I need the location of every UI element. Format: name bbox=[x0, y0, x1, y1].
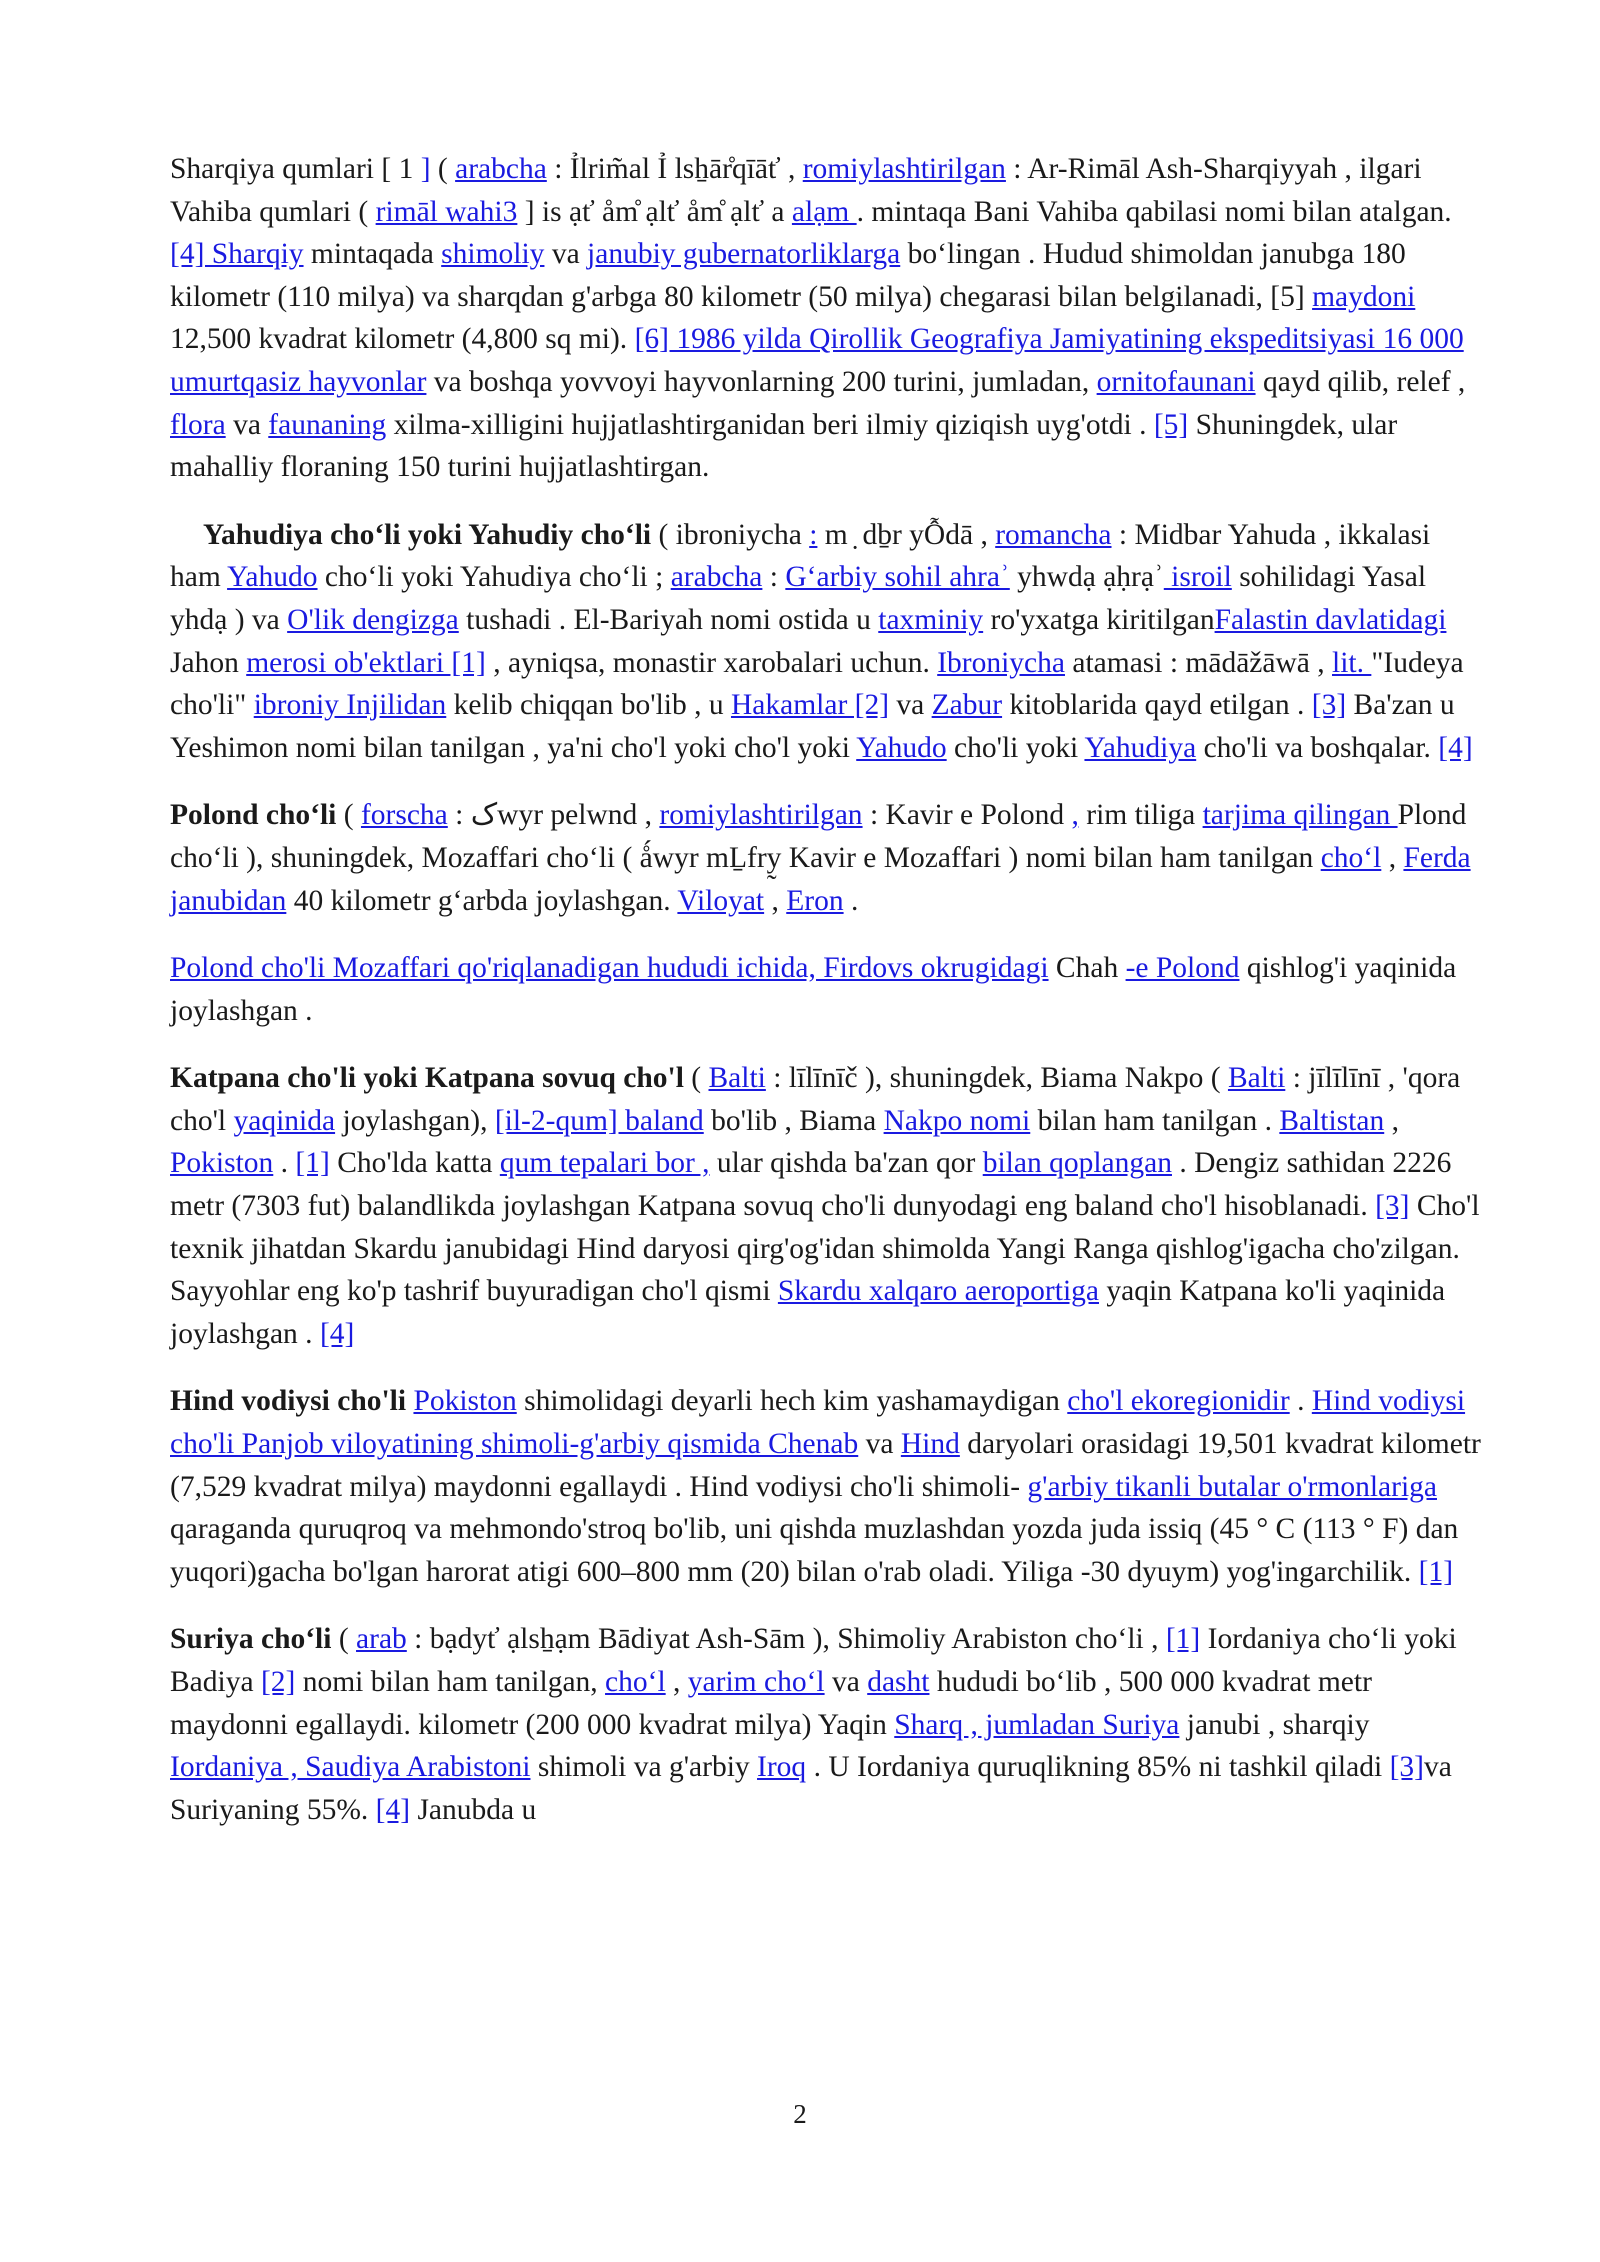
inline-link[interactable]: arabcha bbox=[455, 153, 547, 185]
inline-link[interactable]: g'arbiy tikanli butalar o'rmonlariga bbox=[1027, 1470, 1437, 1503]
body-text: hududi bo‘lib , 500 000 kvadrat metr maydonni egallaydi. kilometr (200 000 kvadrat milya) Yaqin bbox=[170, 1666, 1372, 1741]
paragraph-heading: Hind vodiysi cho'li bbox=[170, 1385, 407, 1418]
body-text: Plond cho‘li ), shuningdek, Mozaffari cho‘li ( ǻwyr mḺfry̰ Kavir e Mozaffari ) nomi bilan ham tanilgan bbox=[170, 799, 1467, 874]
inline-link[interactable]: taxminiy bbox=[878, 603, 984, 636]
inline-link[interactable]: lit. bbox=[1332, 646, 1372, 679]
inline-link[interactable]: Yahudo bbox=[856, 731, 947, 764]
paragraph-heading: Katpana cho'li yoki Katpana sovuq cho'l bbox=[170, 1062, 684, 1095]
inline-link[interactable]: ornitofaunani bbox=[1096, 365, 1256, 398]
inline-link[interactable]: Hakamlar [2] bbox=[730, 689, 890, 722]
body-text: va boshqa yovvoyi hayvonlarning 200 turini, jumladan, bbox=[426, 365, 1097, 398]
paragraph-suriya bbox=[170, 1618, 1488, 1831]
body-text: va bbox=[544, 238, 588, 271]
body-text: : bạdyť ạlsẖạm Bādiyat Ash-Sām ), Shimoliy Arabiston cho‘li , bbox=[406, 1623, 1166, 1656]
inline-link[interactable]: G‘arbiy sohil ahraʾ bbox=[785, 561, 1010, 594]
inline-link[interactable]: yaqinida bbox=[233, 1104, 336, 1137]
body-text: shimoli va g'arbiy bbox=[530, 1751, 758, 1784]
inline-link[interactable]: romiylashtirilgan bbox=[802, 153, 1006, 185]
inline-link[interactable]: ibroniy Injilidan bbox=[253, 689, 447, 722]
inline-link[interactable]: , bbox=[1071, 799, 1079, 832]
body-text: va bbox=[889, 689, 932, 722]
inline-link[interactable]: bilan qoplangan bbox=[982, 1147, 1172, 1180]
paragraph-heading: Yahudiya cho‘li yoki Yahudiy cho‘li bbox=[203, 518, 652, 551]
inline-link[interactable]: Pokiston bbox=[413, 1385, 517, 1418]
inline-link[interactable]: [2] bbox=[260, 1666, 296, 1698]
inline-link[interactable]: Balti bbox=[1227, 1062, 1286, 1095]
body-text: xilma-xilligini hujjatlashtirganidan beri ilmiy qiziqish uyg'otdi . bbox=[386, 408, 1154, 441]
inline-link[interactable]: Skardu xalqaro aeroportiga bbox=[777, 1275, 1099, 1308]
inline-link[interactable]: O'lik dengizga bbox=[287, 603, 459, 636]
inline-link[interactable]: maydoni bbox=[1312, 280, 1416, 313]
inline-link[interactable]: [1] bbox=[1418, 1555, 1454, 1588]
inline-link[interactable]: Ferda janubidan bbox=[170, 841, 1471, 917]
body-text: : Ar-Rimāl Ash-Sharqiyyah , ilgari Vahiba qumlari ( bbox=[170, 153, 1422, 228]
body-text: tushadi . El-Bariyah nomi ostida u bbox=[458, 603, 879, 636]
body-text: ro'yxatga kiritilgan bbox=[983, 603, 1215, 636]
inline-link[interactable]: dasht bbox=[867, 1666, 930, 1698]
inline-link[interactable]: Zabur bbox=[931, 689, 1003, 722]
paragraph-heading: Suriya cho‘li bbox=[170, 1623, 332, 1656]
inline-link[interactable]: Iroq bbox=[757, 1751, 807, 1784]
body-text: , bbox=[665, 1666, 688, 1698]
body-text: , bbox=[1381, 841, 1404, 874]
inline-link[interactable]: [3] bbox=[1375, 1190, 1410, 1223]
body-text: va Suriyaning 55%. bbox=[170, 1751, 1452, 1826]
body-text: : Ỉlrim̃al Ỉ lsẖār̊qīāť , bbox=[546, 153, 803, 185]
inline-link[interactable]: janubiy gubernatorliklarga bbox=[587, 238, 901, 271]
page-number: 2 bbox=[793, 2099, 807, 2129]
body-text: , bbox=[764, 884, 787, 917]
body-text: . mintaqa Bani Vahiba qabilasi nomi bilan atalgan. bbox=[856, 195, 1452, 228]
body-text: : bbox=[762, 561, 786, 594]
body-text: Ba'zan u Yeshimon nomi bilan tanilgan , ya'ni cho'l yoki cho'l yoki bbox=[170, 689, 1455, 764]
inline-link[interactable]: [4] bbox=[319, 1317, 355, 1350]
paragraph-sharqiya bbox=[170, 148, 1488, 489]
body-text: rim tiliga bbox=[1078, 799, 1203, 832]
document-body bbox=[170, 148, 1488, 1831]
body-text: . bbox=[273, 1147, 296, 1180]
inline-link[interactable]: Polond cho'li Mozaffari qo'riqlanadigan hududi ichida, Firdovs okrugidagi bbox=[170, 952, 1049, 985]
inline-link[interactable]: Eron bbox=[786, 884, 844, 917]
inline-link[interactable]: [4] bbox=[375, 1793, 411, 1826]
body-text: . Dengiz sathidan 2226 metr (7303 fut) balandlikda joylashgan Katpana sovuq cho'li dunyodagi eng baland cho'l hisoblanadi. bbox=[170, 1147, 1452, 1223]
body-text: ( bbox=[430, 153, 456, 185]
body-text: ( bbox=[683, 1062, 709, 1095]
inline-link[interactable]: arab bbox=[356, 1623, 407, 1656]
body-text: ( ibroniycha bbox=[651, 518, 810, 551]
inline-link[interactable]: tarjima qilingan bbox=[1202, 799, 1398, 832]
body-text: Chah bbox=[1048, 952, 1126, 985]
inline-link[interactable]: cho‘l bbox=[605, 1666, 666, 1698]
body-text: : Midbar Yahuda , ikkalasi ham bbox=[170, 518, 1431, 594]
body-text: cho'li yoki bbox=[946, 731, 1085, 764]
inline-link[interactable]: [1] bbox=[295, 1147, 330, 1180]
inline-link[interactable]: ] bbox=[420, 153, 431, 185]
body-text: : Kavir e Polond bbox=[862, 799, 1072, 832]
inline-link[interactable]: Yahudo bbox=[227, 561, 318, 594]
inline-link[interactable]: [il-2-qum] baland bbox=[494, 1104, 704, 1137]
inline-link[interactable]: Viloyat bbox=[677, 884, 765, 917]
body-text: nomi bilan ham tanilgan, bbox=[295, 1666, 606, 1698]
inline-link[interactable]: qum tepalari bor , bbox=[499, 1147, 710, 1180]
inline-link[interactable]: flora bbox=[170, 408, 226, 441]
body-text: janubi , sharqiy bbox=[1179, 1708, 1370, 1741]
inline-link[interactable]: rimāl wahi3 bbox=[375, 195, 518, 228]
inline-link[interactable]: Yahudiya bbox=[1084, 731, 1197, 764]
inline-link[interactable]: forscha bbox=[360, 799, 448, 832]
inline-link[interactable]: Hind vodiysi cho'li Panjob viloyatining shimoli-g'arbiy qismida Chenab bbox=[170, 1385, 1466, 1461]
body-text: : jīlīlīnī , 'qora cho'l bbox=[170, 1062, 1461, 1137]
paragraph-yahudiya bbox=[170, 514, 1488, 770]
paragraph-polond bbox=[170, 794, 1488, 922]
inline-link[interactable]: merosi ob'ektlari [1] bbox=[246, 646, 486, 679]
body-text: , ayniqsa, monastir xarobalari uchun. bbox=[485, 646, 938, 679]
body-text: : līlīnīč ), shuningdek, Biama Nakpo ( bbox=[765, 1062, 1228, 1095]
body-text: va bbox=[858, 1428, 901, 1461]
body-text: sohilidagi Yasal yhdạ ) va bbox=[170, 561, 1427, 636]
inline-link[interactable]: Ibroniycha bbox=[937, 646, 1065, 679]
body-text: bo‘lingan . Hudud shimoldan janubga 180 kilometr (110 milya) va sharqdan g'arbga 80 kilometr (50 milya) chegarasi bilan belgilanadi, [5] bbox=[170, 238, 1406, 313]
inline-link[interactable]: Sharq , jumladan Suriya bbox=[894, 1708, 1180, 1741]
inline-link[interactable]: [5] bbox=[1153, 408, 1189, 441]
body-text: va bbox=[824, 1666, 868, 1698]
body-text: Cho'l texnik jihatdan Skardu janubidagi Hind daryosi qirg'og'idan shimolda Yangi Ranga qishlog'igacha cho'zilgan. Sayyohlar eng ko'p tashrif buyuradigan cho'l qismi bbox=[170, 1190, 1480, 1308]
body-text: m ̣ dḇr yỖdā , bbox=[817, 518, 996, 551]
body-text: kelib chiqqan bo'lib , u bbox=[446, 689, 731, 722]
body-text: cho'li va boshqalar. bbox=[1196, 731, 1439, 764]
inline-link[interactable]: romancha bbox=[995, 518, 1112, 551]
inline-link[interactable]: faunaning bbox=[268, 408, 387, 441]
body-text: 40 kilometr g‘arbda joylashgan. bbox=[286, 884, 678, 917]
body-text: bo'lib , Biama bbox=[703, 1104, 884, 1137]
body-text: ( bbox=[336, 799, 361, 832]
body-text: : کwyr pelwnd , bbox=[447, 799, 660, 832]
inline-link[interactable]: shimoliy bbox=[441, 238, 545, 271]
inline-link[interactable]: Nakpo nomi bbox=[883, 1104, 1031, 1137]
body-text: shimolidagi deyarli hech kim yashamaydigan bbox=[516, 1385, 1068, 1418]
body-text: 12,500 kvadrat kilometr (4,800 sq mi). bbox=[170, 323, 635, 356]
paragraph-polond-2 bbox=[170, 947, 1488, 1032]
body-text: . U Iordaniya quruqlikning 85% ni tashkil qiladi bbox=[806, 1751, 1390, 1784]
inline-link[interactable]: [4] bbox=[1438, 731, 1473, 764]
inline-link[interactable]: Hind bbox=[900, 1428, 960, 1461]
body-text: qaraganda quruqroq va mehmondo'stroq bo'lib, uni qishda muzlashdan yozda juda issiq (45 ° C (113 ° F) dan yuqori)gacha bo'lgan harorat atigi 600–800 mm (20) bilan o'rab oladi. Yiliga -30 dyuym) yog'ingarchilik. bbox=[170, 1513, 1459, 1588]
body-text: daryolari orasidagi 19,501 kvadrat kilometr (7,529 kvadrat milya) maydonni egallaydi . Hind vodiysi cho'li shimoli- bbox=[170, 1428, 1481, 1503]
inline-link[interactable]: [6] 1986 yilda Qirollik Geografiya Jamiyatining ekspeditsiyasi 16 000 umurtqasiz hayvonlar bbox=[170, 323, 1464, 398]
inline-link[interactable]: Balti bbox=[708, 1062, 766, 1095]
inline-link[interactable]: [1] bbox=[1165, 1623, 1201, 1656]
body-text: , bbox=[1384, 1104, 1399, 1137]
inline-link[interactable]: cho‘l bbox=[1320, 841, 1382, 874]
paragraph-hind bbox=[170, 1380, 1488, 1593]
body-text: Iordaniya cho‘li yoki Badiya bbox=[170, 1623, 1457, 1698]
body-text: Janubda u bbox=[410, 1793, 537, 1826]
body-text: . bbox=[843, 884, 859, 917]
body-text: ular qishda ba'zan qor bbox=[709, 1147, 983, 1180]
body-text: atamasi : mādāžāwā , bbox=[1064, 646, 1332, 679]
body-text: va bbox=[225, 408, 269, 441]
body-text: qishlog'i yaqinida joylashgan . bbox=[170, 952, 1457, 1027]
body-text: ] is ạť åm̊ ạlť åm̊ ạlť a bbox=[517, 195, 792, 228]
inline-link[interactable]: cho'l ekoregionidir bbox=[1067, 1385, 1290, 1418]
inline-link[interactable]: isroil bbox=[1163, 561, 1232, 594]
inline-link[interactable]: Iordaniya , Saudiya Arabistoni bbox=[170, 1751, 531, 1784]
inline-link[interactable]: [3] bbox=[1389, 1751, 1424, 1784]
body-text: mintaqada bbox=[303, 238, 442, 271]
inline-link[interactable]: Baltistan bbox=[1279, 1104, 1385, 1137]
body-text: Cho'lda katta bbox=[329, 1147, 500, 1180]
body-text: qayd qilib, relef , bbox=[1255, 365, 1466, 398]
body-text: Jahon bbox=[170, 646, 247, 679]
inline-link[interactable]: : bbox=[809, 518, 818, 551]
body-text: Sharqiya qumlari [ 1 bbox=[170, 153, 421, 185]
inline-link[interactable]: Falastin davlatidagi bbox=[1214, 603, 1447, 636]
inline-link[interactable]: [3] bbox=[1311, 689, 1347, 722]
inline-link[interactable]: alạm bbox=[791, 195, 857, 228]
body-text: kitoblarida qayd etilgan . bbox=[1002, 689, 1312, 722]
paragraph-heading: Polond cho‘li bbox=[170, 799, 337, 832]
body-text: Shuningdek, ular mahalliy floraning 150 turini hujjatlashtirgan. bbox=[170, 408, 1398, 484]
body-text: bilan ham tanilgan . bbox=[1030, 1104, 1280, 1137]
body-text: yhwdạ ạḥrạʾ bbox=[1009, 561, 1164, 594]
body-text: joylashgan), bbox=[335, 1104, 495, 1137]
body-text: cho‘li yoki Yahudiya cho‘li ; bbox=[317, 561, 671, 594]
inline-link[interactable]: [4] Sharqiy bbox=[170, 238, 304, 271]
inline-link[interactable]: romiylashtirilgan bbox=[659, 799, 863, 832]
inline-link[interactable]: yarim cho‘l bbox=[687, 1666, 825, 1698]
body-text: yaqin Katpana ko'li yaqinida joylashgan . bbox=[170, 1275, 1446, 1350]
body-text: . bbox=[1289, 1385, 1312, 1418]
document-page bbox=[170, 148, 1488, 1856]
inline-link[interactable]: -e Polond bbox=[1125, 952, 1240, 985]
inline-link[interactable]: arabcha bbox=[670, 561, 763, 594]
body-text: "Iudeya cho'li" bbox=[170, 646, 1464, 722]
body-text: ( bbox=[331, 1623, 357, 1656]
inline-link[interactable]: Pokiston bbox=[170, 1147, 274, 1180]
paragraph-katpana bbox=[170, 1057, 1488, 1355]
